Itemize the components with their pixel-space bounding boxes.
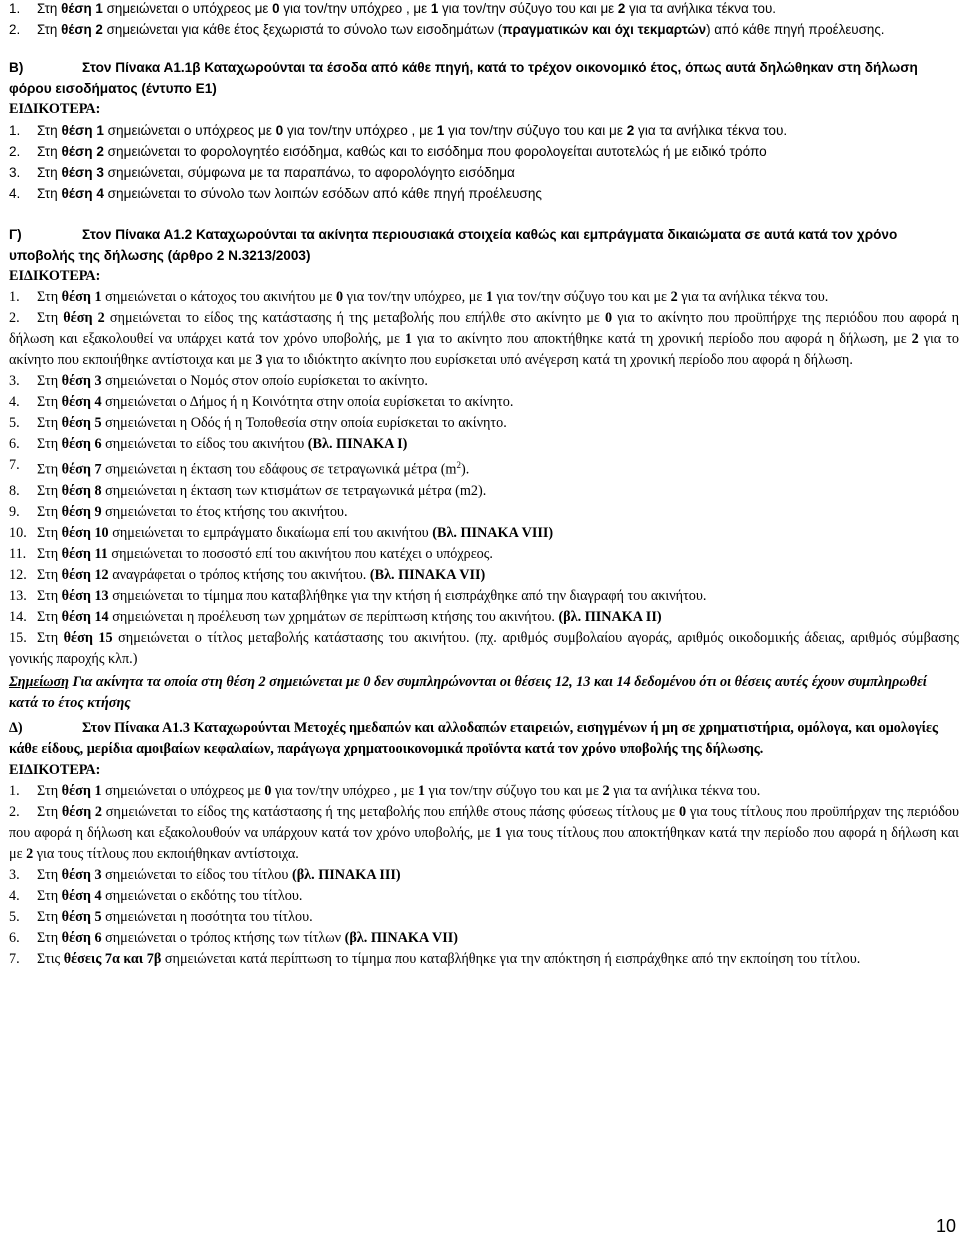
list-item xyxy=(9,0,959,19)
list-item: 2. Στη θέση 2 σημειώνεται το είδος της κατάστασης ή της μεταβολής που επήλθε στο ακίνητο με 0 για το ακίνητο που προϋπήρχε της περιόδου που αφορά η δήλωση και εξακολουθεί να υπάρχει κατά τον χρόνο υποβολής, με 1 για το ακίνητο που αποκτήθηκε κατά τη χρονική περίοδο που αφορά η δήλωση, με 2 για το ακίνητο που εκποιήθηκε αντίστοιχα και με 3 για το ιδιόκτητο ακίνητο που ευρίσκεται υπό ανέγερση κατά τη χρονική περίοδο που αφορά η δήλωση. xyxy=(9,310,959,368)
list-item: 11. Στη θέση 11 σημειώνεται το ποσοστό επί του ακινήτου που κατέχει ο υπόχρεος. xyxy=(9,545,493,562)
section-letter: Δ) xyxy=(9,719,23,736)
list-item: 2. Στη θέση 2 σημειώνεται το είδος της κατάστασης ή της μεταβολής που επήλθε στους πάσης φύσεως τίτλους με 0 για τους τίτλους που προϋπήρχαν της περιόδου που αφορά η δήλωση και εξακολουθούν να υπάρχουν κατά τον χρόνο υποβολής, με 1 για τους τίτλους που αποκτήθηκαν κατά την περίοδο που αφορά η δήλωση και με 2 για τους τίτλους που εκποιήθηκαν αντίστοιχα. xyxy=(9,803,959,862)
list-item: 1. Στη θέση 1 σημειώνεται ο υπόχρεος με 0 για τον/την υπόχρεο , με 1 για τον/την σύζυγο του και με 2 για τα ανήλικα τέκνα του. xyxy=(9,782,761,799)
list-item: 4. Στη θέση 4 σημειώνεται το σύνολο των λοιπών εσόδων από κάθε πηγή προέλευσης xyxy=(9,186,542,201)
item-number: 2. xyxy=(9,22,21,37)
section-b-heading xyxy=(9,57,959,99)
list-item: 6. Στη θέση 6 σημειώνεται το είδος του ακινήτου (Βλ. ΠΙΝΑΚΑ Ι) xyxy=(9,436,408,452)
list-item: 6. Στη θέση 6 σημειώνεται ο τρόπος κτήσης των τίτλων (βλ. ΠΙΝΑΚΑ VII) xyxy=(9,929,458,946)
list-item: 5. Στη θέση 5 σημειώνεται η Οδός ή η Τοποθεσία στην οποία ευρίσκεται το ακίνητο. xyxy=(9,415,507,431)
list-item: 4. Στη θέση 4 σημειώνεται ο εκδότης του τίτλου. xyxy=(9,887,303,904)
section-d-heading xyxy=(9,718,959,760)
item-text: Στη θέση 2 σημειώνεται για κάθε έτος ξεχωριστά το σύνολο των εισοδημάτων (πραγματικών και όχι τεκμαρτών) από κάθε πηγή προέλευσης. xyxy=(37,22,885,37)
list-item: 15. Στη θέση 15 σημειώνεται ο τίτλος μεταβολής κατάστασης του ακινήτου. (πχ. αριθμός συμβολαίου αγοράς, αριθμός οικοδομικής άδειας, αριθμός σύμβασης γονικής παροχής κλπ.) xyxy=(9,629,959,667)
list-item: 3. Στη θέση 3 σημειώνεται ο Νομός στον οποίο ευρίσκεται το ακίνητο. xyxy=(9,373,428,389)
list-item: 8. Στη θέση 8 σημειώνεται η έκταση των κτισμάτων σε τετραγωνικά μέτρα (m2). xyxy=(9,482,487,499)
subtitle: ΕΙΔΙΚΟΤΕΡΑ: xyxy=(9,268,101,284)
note-label: Σημείωση xyxy=(9,673,69,690)
subtitle: ΕΙΔΙΚΟΤΕΡΑ: xyxy=(9,101,101,117)
list-item: 12. Στη θέση 12 αναγράφεται ο τρόπος κτήσης του ακινήτου. (Βλ. ΠΙΝΑΚΑ VII) xyxy=(9,566,486,583)
section-c-heading xyxy=(9,224,959,266)
list-item: 4. Στη θέση 4 σημειώνεται ο Δήμος ή η Κοινότητα στην οποία ευρίσκεται το ακίνητο. xyxy=(9,394,514,410)
list-item xyxy=(9,19,959,40)
list-item: 10. Στη θέση 10 σημειώνεται το εμπράγματο δικαίωμα επί του ακινήτου (Βλ. ΠΙΝΑΚΑ VIII) xyxy=(9,524,554,541)
list-item: 3. Στη θέση 3 σημειώνεται το είδος του τίτλου (βλ. ΠΙΝΑΚΑ ΙΙΙ) xyxy=(9,866,401,883)
document-page xyxy=(9,0,959,970)
note-text: Για ακίνητα τα οποία στη θέση 2 σημειώνεται με 0 δεν συμπληρώνονται οι θέσεις 12, 13 και 14 δεδομένου ότι οι θέσεις αυτές έχουν συμπληρωθεί κατά το έτος κτήσης xyxy=(9,673,927,711)
list-item: 7. Στη θέση 7 σημειώνεται η έκταση του εδάφους σε τετραγωνικά μέτρα $(m^2)$. xyxy=(9,457,470,478)
list-item: 2. Στη θέση 2 σημειώνεται το φορολογητέο εισόδημα, καθώς και το εισόδημα που φορολογείται αυτοτελώς ή με ειδικό τρόπο xyxy=(9,144,767,159)
item-number: 1. xyxy=(9,1,21,16)
list-item: 13. Στη θέση 13 σημειώνεται το τίμημα που καταβλήθηκε για την κτήση ή εισπράχθηκε από την διαγραφή του ακινήτου. xyxy=(9,587,707,604)
list-item: 7. Στις θέσεις 7α και 7β σημειώνεται κατά περίπτωση το τίμημα που καταβλήθηκε για την απόκτηση ή εισπράχθηκε από την εκποίηση του τίτλου. xyxy=(9,950,861,967)
section-letter: Γ) xyxy=(9,227,22,242)
list-item: 3. Στη θέση 3 σημειώνεται, σύμφωνα με τα παραπάνω, το αφορολόγητο εισόδημα xyxy=(9,165,515,180)
item-text: Στη θέση 1 σημειώνεται ο υπόχρεος με 0 για τον/την υπόχρεο , με 1 για τον/την σύζυγο του και με 2 για τα ανήλικα τέκνα του. xyxy=(37,1,776,16)
list-item: 5. Στη θέση 5 σημειώνεται η ποσότητα του τίτλου. xyxy=(9,908,313,925)
list-item: 1. Στη θέση 1 σημειώνεται ο κάτοχος του ακινήτου με 0 για τον/την υπόχρεο, με 1 για τον/την σύζυγο του και με 2 για τα ανήλικα τέκνα του. xyxy=(9,289,829,305)
section-letter: Β) xyxy=(9,60,24,75)
list-item: 1. Στη θέση 1 σημειώνεται ο υπόχρεος με 0 για τον/την υπόχρεο , με 1 για τον/την σύζυγο του και με 2 για τα ανήλικα τέκνα του. xyxy=(9,123,788,138)
section-title: Στον Πίνακα Α1.2 Καταχωρούνται τα ακίνητα περιουσιακά στοιχεία καθώς και εμπράγματα δικαιώματα σε αυτά κατά τον χρόνο υποβολής της δήλωσης (άρθρο 2 Ν.3213/2003) xyxy=(9,227,898,263)
section-title: Στον Πίνακα Α1.3 Καταχωρούνται Μετοχές ημεδαπών και αλλοδαπών εταιρειών, εισηγμένων ή μη σε χρηματιστήρια, ομόλογα, και ομολογίες κάθε είδους, μερίδια αμοιβαίων κεφαλαίων, παράγωγα χρηματοοικονομικά προϊόντα κατά τον χρόνο υποβολής της δήλωσης. xyxy=(9,719,939,757)
list-item: 14. Στη θέση 14 σημειώνεται η προέλευση των χρημάτων σε περίπτωση κτήσης του ακινήτου. (βλ. ΠΙΝΑΚΑ ΙΙ) xyxy=(9,608,662,625)
subtitle: ΕΙΔΙΚΟΤΕΡΑ: xyxy=(9,761,101,778)
section-title: Στον Πίνακα Α1.1β Καταχωρούνται τα έσοδα από κάθε πηγή, κατά το τρέχον οικονομικό έτος, όπως αυτά δηλώθηκαν στη δήλωση φόρου εισοδήματος (έντυπο Ε1) xyxy=(9,60,918,96)
page-number: 10 xyxy=(935,1216,956,1236)
note xyxy=(9,672,959,714)
list-item: 9. Στη θέση 9 σημειώνεται το έτος κτήσης του ακινήτου. xyxy=(9,503,348,520)
